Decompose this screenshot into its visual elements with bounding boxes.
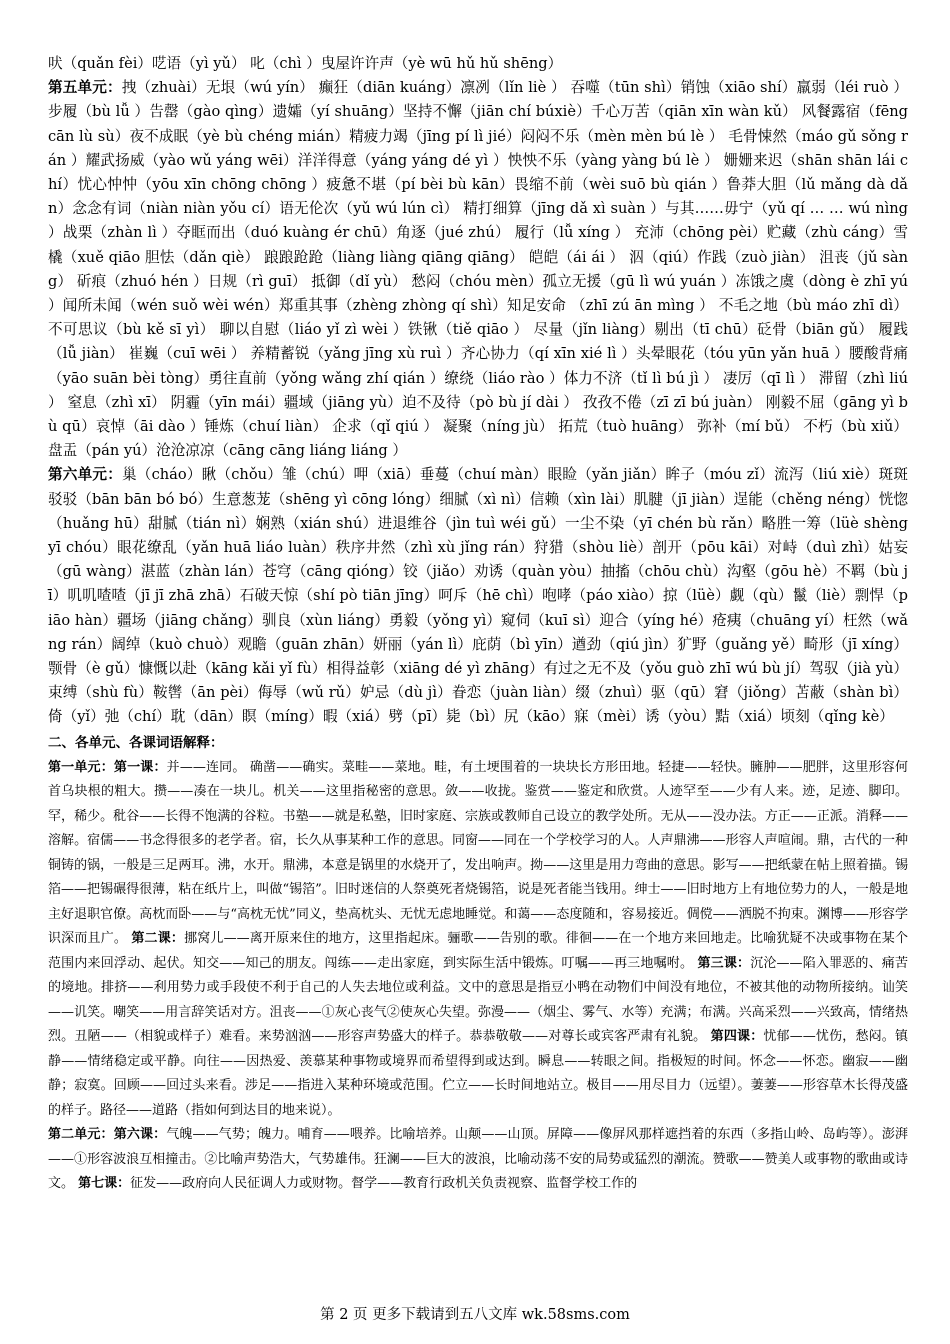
lesson3-label: 第三课： [697, 955, 751, 971]
lesson6-label: 第六课： [113, 1127, 167, 1143]
lesson2-text: 挪窝儿——离开原来住的地方，这里指起床。骊歌——告别的歌。徘徊——在一个地方来回地走。比喻犹疑不决或事物在某个范围内来回浮动、起伏。知交——知己的朋友。闯练——走出家庭，到实际生活中锻炼。叮嘱——再三地嘱咐。 [48, 931, 908, 971]
page-footer: 第 2 页 更多下载请到五八文库 wk.58sms.com [320, 1307, 630, 1323]
lesson6-text: 气魄——气势；魄力。哺育——喂养。比喻培养。山颠——山顶。屏障——像屏风那样遮挡着的东西（多指山岭、岛屿等）。澎湃——①形容波浪互相撞击。②比喻声势浩大，气势雄伟。狂澜——巨大的波浪，比喻动荡不安的局势或猛烈的潮流。赞歌——赞美人或事物的歌曲或诗文。 [48, 1127, 908, 1192]
lesson2-label: 第二课： [131, 931, 185, 947]
unit6-label: 第六单元： [48, 466, 122, 484]
unit6-pinyin-text: 巢（cháo）瞅（chǒu）雏（chú）呷（xiā）垂蔓（chuí màn）眼睑（yǎn jiǎn）眸子（móu zǐ）流泻（liú xiè）斑斑驳驳（bān bān bó bó）生意葱茏（shēng yì cōng lóng）细腻（xì nì）信赖（xìn lài）肌腱（jī jiàn）逞能（chěng néng）恍惚（huǎng hū）甜腻（tián nì）娴熟（xián shú）进退维谷（jìn tuì wéi gǔ）一尘不染（yī chén bù rǎn）略胜一筹（lüè shèng yī chóu）眼花缭乱（yǎn huā liáo luàn）秩序井然（zhì xù jǐng rán）狩猎（shòu liè）剖开（pōu kāi）对峙（duì zhì）姑妄（gū wàng）湛蓝（zhàn lán）苍穹（cāng qióng）铰（jiǎo）劝诱（quàn yòu）抽搐（chōu chù）沟壑（gōu hè）不羁（bù jī）叽叽喳喳（jī jī zhā zhā）石破天惊（shí pò tiān jīng）呵斥（hē chì）咆哮（páo xiào）掠（lüè）觑（qù）鬣（liè）剽悍（piāo hàn）疆场（jiāng chǎng）驯良（xùn liáng）勇毅（yǒng yì）窥伺（kuī sì）迎合（yíng hé）疮痍（chuāng yí）枉然（wǎng rán）阔绰（kuò chuò）观瞻（guān zhān）妍丽（yán lì）庇荫（bì yīn）遒劲（qiú jìn）犷野（guǎng yě）畸形（jī xíng）颚骨（è gǔ）慷慨以赴（kāng kǎi yǐ fù）相得益彰（xiāng dé yì zhāng）有过之无不及（yǒu guò zhī wú bù jí）驾驭（jià yù）束缚（shù fù）鞍辔（ān pèi）侮辱（wǔ rǔ）妒忌（dù jì）眷恋（juàn liàn）缀（zhuì）驱（qū）窘（jiǒng）苫蔽（shàn bì）倚（yǐ）弛（chí）耽（dān）瞑（míng）暇（xiá）劈（pī）毙（bì）尻（kāo）寐（mèi）诱（yòu）黠（xiá）顷刻（qǐng kè） [48, 466, 908, 726]
section-title: 二、各单元、各课词语解释： [48, 734, 224, 751]
lesson3-text: 沉沦——陷入罪恶的、痛苦的境地。排挤——利用势力或手段使不利于自己的人失去地位或利益。文中的意思是指豆小鸭在动物们中间没有地位，不被其他的动物所接纳。讪笑——讥笑。嘲笑——用言辞笑话对方。沮丧——①灰心丧气②使灰心失望。弥漫——（烟尘、雾气、水等）充满；布满。兴高采烈——兴致高，情绪热烈。丑陋——（相貌或样子）难看。来势汹汹——形容声势盛大的样子。恭恭敬敬——对尊长或宾客严肃有礼貌。 [48, 955, 908, 1045]
lesson1-text: 并——连同。 确凿——确实。菜畦——菜地。畦，有土埂围着的一块块长方形田地。轻捷——轻快。臃肿——肥胖，这里形容何首乌块根的粗大。攒——凑在一块儿。机关——这里指秘密的意思。敛——收拢。鉴赏——鉴定和欣赏。人迹罕至——少有人来。迹，足迹、脚印。罕，稀少。秕谷——长得不饱满的谷粒。书塾——就是私塾，旧时家庭、宗族或教师自己设立的教学处所。无从——没办法。方正——正派。消释——溶解。宿儒——书念得很多的老学者。宿，长久从事某种工作的意思。同窗——同在一个学校学习的人。人声鼎沸——形容人声喧闹。鼎，古代的一种铜铸的锅，一般是三足两耳。沸，水开。鼎沸，本意是锅里的水烧开了，发出响声。拗——这里是用力弯曲的意思。影写——把纸蒙在帖上照着描。锡箔——把锡碾得很薄，粘在纸片上，叫做“锡箔”。旧时迷信的人祭奠死者烧锡箔，说是死者能当钱用。绅士——旧时地方上有地位势力的人，一般是地主好退职官僚。高枕而卧——与“高枕无忧”同义，垫高枕头、无忧无虑地睡觉。和蔼——态度随和，容易接近。倜傥——洒脱不拘束。渊博——形容学识深而且广。 [48, 759, 908, 947]
glossary-block [48, 756, 908, 1197]
lesson1-label: 第一课： [113, 759, 167, 775]
document-page [48, 52, 908, 1197]
pinyin-intro-line: 吠（quǎn fèi）呓语（yì yǔ） 叱（chì ）曳屋许许声（yè wū hǔ hǔ shēng） [48, 55, 563, 72]
lesson4-text: 忧郁——忧伤，愁闷。镇静——情绪稳定或平静。向往——因热爱、羡慕某种事物或境界而希望得到或达到。瞬息——转眼之间。指极短的时间。怀念——怀恋。幽寂——幽静；寂寞。回顾——回过头来看。涉足——指进入某种环境或范围。伫立——长时间地站立。极目——用尽目力（远望）。萋萋——形容草木长得茂盛的样子。路径——道路（指如何到达目的地来说）。 [48, 1029, 908, 1118]
unit5-pinyin-text: 拽（zhuài）无垠（wú yín） 癫狂（diān kuáng）凛冽（lǐn liè ） 吞噬（tūn shì）销蚀（xiāo shí）羸弱（léi ruò ）步履（bù lǚ ）告罄（gào qìng）遗孀（yí shuāng）坚持不懈（jiān chí búxiè）千心万苦（qiān xīn wàn kǔ） 风餐露宿（fēng cān lù sù）夜不成眠（yè bù chéng mián）精疲力竭（jīng pí lì jié）闷闷不乐（mèn mèn bú lè ） 毛骨悚然（máo gǔ sǒng rán ）耀武扬威（yào wǔ yáng wēi）洋洋得意（yáng yáng dé yì ）怏怏不乐（yàng yàng bú lè ） 姗姗来迟（shān shān lái chí）忧心忡忡（yōu xīn chōng chōng ）疲惫不堪（pí bèi bù kān）畏缩不前（wèi suō bù qián ）鲁莽大胆（lǔ mǎng dà dǎn）念念有词（niàn niàn yǒu cí）语无伦次（yǔ wú lún cì） 精打细算（jīng dǎ xì suàn ）与其……毋宁（yǔ qí … … wú nìng ）战栗（zhàn lì ）夺眶而出（duó kuàng ér chū）角逐（jué zhú） 履行（lǚ xíng ） 充沛（chōng pèi）贮藏（zhù cáng）雪橇（xuě qiāo 胆怯（dǎn qiè） 踉踉跄跄（liàng liàng qiāng qiāng） 皑皑（ái ái ） 泅（qiú）作践（zuò jiàn） 沮丧（jǔ sàng） 斫痕（zhuó hén ）日规（rì guī） 抵御（dǐ yù） 愁闷（chóu mèn）孤立无援（gū lì wú yuán ）冻饿之虞（dòng è zhī yú ）闻所未闻（wén suǒ wèi wén）郑重其事（zhèng zhòng qí shì）知足安命 （zhī zú ān mìng ） 不毛之地（bù máo zhī dì） 不可思议（bù kě sī yì） 聊以自慰（liáo yǐ zì wèi ）铁锹（tiě qiāo ） 尽量（jǐn liàng）剔出（tī chū）砭骨（biān gǔ） 履践（lǚ jiàn） 崔巍（cuī wēi ） 养精蓄锐（yǎng jīng xù ruì ）齐心协力（qí xīn xié lì ）头晕眼花（tóu yūn yǎn huā ）腰酸背痛（yāo suān bèi tòng）勇往直前（yǒng wǎng zhí qián ）缭绕（liáo rào ）体力不济（tǐ lì bú jì ） 凄厉（qī lì ） 滞留（zhì liú ） 窒息（zhì xī） 阴霾（yīn mái）疆域（jiāng yù）迫不及待（pò bù jí dài ） 孜孜不倦（zī zī bú juàn） 刚毅不屈（gāng yì bù qū）哀悼（āi dào ）锤炼（chuí liàn） 企求（qǐ qiú ） 凝聚（níng jù） 拓荒（tuò huāng） 弥补（mí bǔ） 不朽（bù xiǔ）盘盂（pán yú）沧沧凉凉（cāng cāng liáng liáng ） [48, 79, 908, 460]
lesson7-label: 第七课： [78, 1176, 131, 1192]
glossary-unit2-label: 第二单元： [48, 1127, 114, 1143]
glossary-unit1-label: 第一单元： [48, 759, 114, 775]
lesson7-text: 征发——政府向人民征调人力或财物。督学——教育行政机关负责视察、监督学校工作的 [130, 1176, 638, 1192]
lesson4-label: 第四课： [710, 1029, 764, 1045]
pinyin-block [48, 52, 908, 730]
unit5-label: 第五单元： [48, 79, 122, 97]
